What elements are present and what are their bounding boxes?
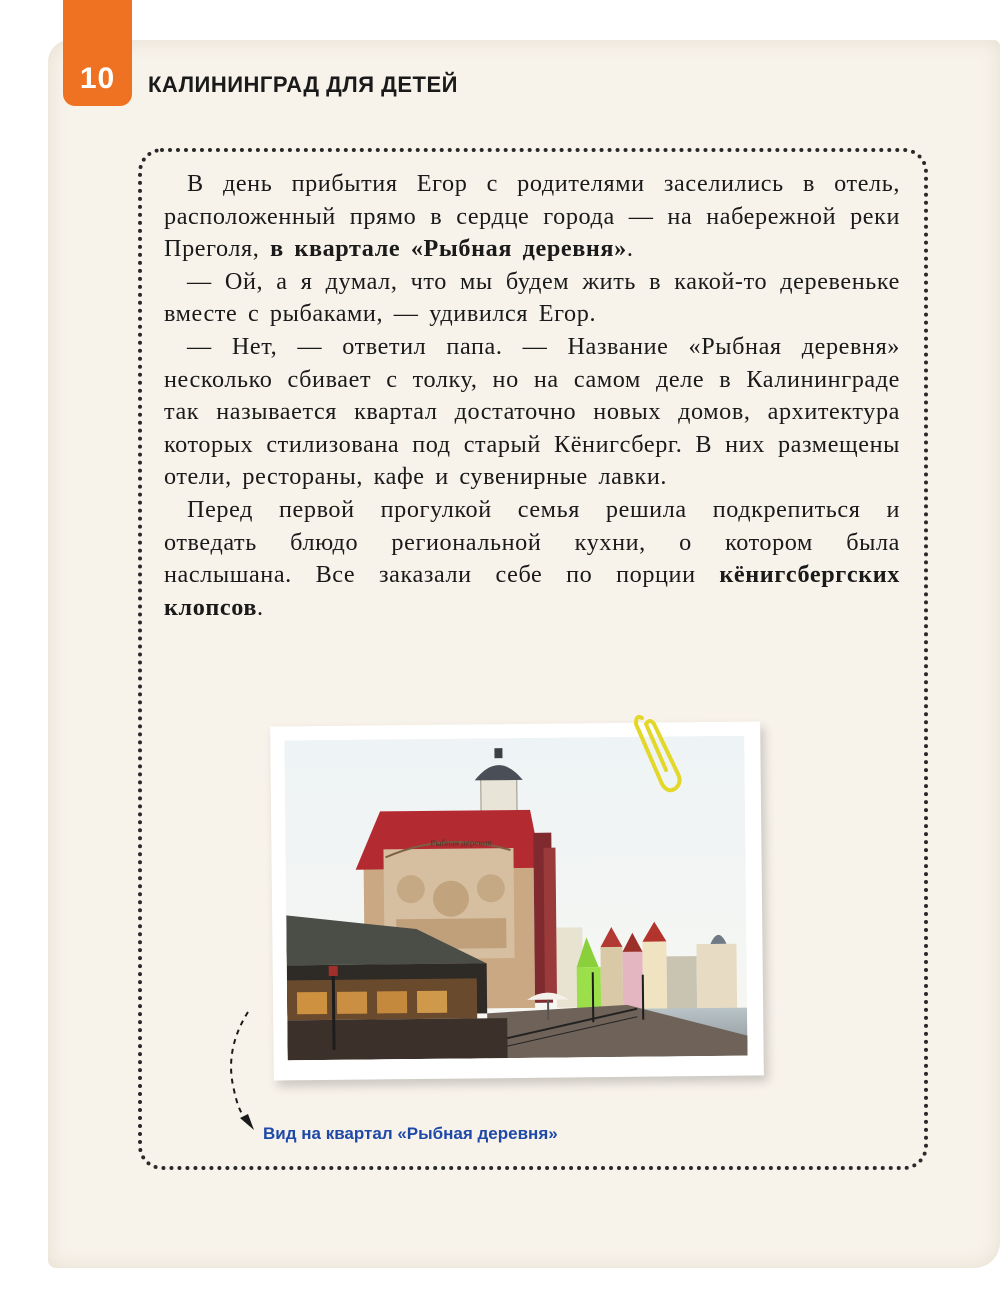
page-number: 10: [79, 62, 116, 95]
paperclip-icon: [632, 712, 686, 796]
highlight-text: в квартале «Рыбная деревня»: [270, 235, 627, 263]
story-paragraph: — Нет, — ответил папа. — Название «Рыбная деревня» несколько сбивает с толку, но на самом деле в Калининграде так называется квартал достаточно новых домов, архитектура которых стилизована под старый Кёнигсберг. В них размещены отели, рестораны, кафе и сувенирные лавки.: [164, 332, 900, 491]
story-paragraph: — Ой, а я думал, что мы будем жить в какой-то деревеньке вместе с рыбаками, — удивился Егор.: [164, 267, 900, 328]
story-text: [164, 168, 900, 624]
building-sign: Рыбная деревня: [430, 837, 492, 848]
story-paragraph: В день прибытия Егор с родителями заселились в отель, расположенный прямо в сердце города — на набережной реки Преголя, в квартале «Рыбная деревня».: [164, 170, 900, 263]
highlight-text: кёнигсбергских клопсов: [164, 561, 900, 621]
running-header-title: КАЛИНИНГРАД ДЛЯ ДЕТЕЙ: [148, 72, 458, 97]
dashed-arrow-icon: [222, 1010, 262, 1132]
photo-caption: Вид на квартал «Рыбная деревня»: [263, 1124, 558, 1143]
story-paragraph: Перед первой прогулкой семья решила подкрепиться и отведать блюдо региональной кухни, о котором была наслышана. Все заказали себе по порции кёнигсбергских клопсов.: [164, 495, 900, 621]
photo-frame: [270, 721, 764, 1080]
